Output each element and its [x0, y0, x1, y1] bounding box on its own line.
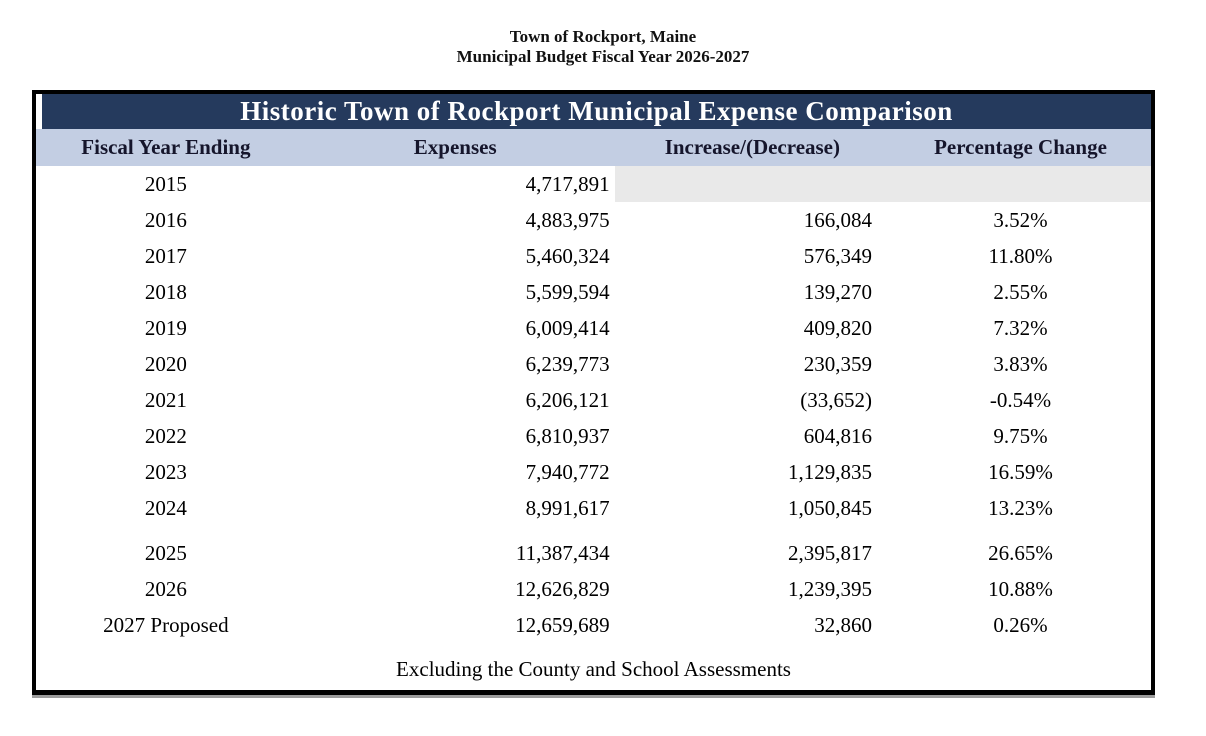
pct-change-cell: -0.54% — [989, 387, 1052, 412]
fiscal-year-cell: 2016 — [144, 207, 187, 232]
pct-change-cell: 7.32% — [993, 315, 1048, 340]
expenses-cell: 7,940,772 — [525, 459, 610, 484]
increase-cell: 1,050,845 — [788, 495, 873, 520]
pct-change-cell: 13.23% — [988, 495, 1053, 520]
table-row — [36, 571, 1151, 607]
fiscal-year-cell: 2021 — [144, 387, 187, 412]
expenses-cell: 12,626,829 — [515, 576, 610, 601]
increase-cell: 604,816 — [803, 423, 873, 448]
fiscal-year-cell: 2023 — [144, 459, 187, 484]
expenses-cell: 5,599,594 — [525, 279, 610, 304]
pct-change-cell: 3.83% — [993, 351, 1048, 376]
table-title: Historic Town of Rockport Municipal Expense Comparison — [42, 94, 1151, 129]
table-row — [36, 607, 1151, 643]
expense-comparison-table — [32, 90, 1155, 695]
table-row — [36, 310, 1151, 346]
expenses-cell: 4,717,891 — [525, 171, 610, 196]
expenses-cell: 6,009,414 — [525, 315, 610, 340]
fiscal-year-cell: 2024 — [144, 495, 187, 520]
table-row — [36, 346, 1151, 382]
column-header-increase-decrease: Increase/(Decrease) — [664, 135, 840, 159]
fiscal-year-cell: 2025 — [144, 540, 187, 565]
pct-change-cell: 9.75% — [993, 423, 1048, 448]
expenses-cell: 4,883,975 — [525, 207, 610, 232]
doc-header-budget-year: Municipal Budget Fiscal Year 2026-2027 — [456, 47, 750, 66]
increase-cell — [615, 166, 890, 202]
fiscal-year-cell: 2020 — [144, 351, 187, 376]
increase-cell: 2,395,817 — [788, 540, 873, 565]
pct-change-cell: 3.52% — [993, 207, 1048, 232]
column-header-fiscal-year-ending: Fiscal Year Ending — [81, 135, 251, 159]
increase-cell: 1,239,395 — [788, 576, 873, 601]
pct-change-cell: 0.26% — [993, 612, 1048, 637]
table-row — [36, 535, 1151, 571]
expenses-cell: 6,239,773 — [525, 351, 610, 376]
fiscal-year-cell: 2027 Proposed — [103, 612, 229, 637]
expenses-cell: 6,810,937 — [525, 423, 610, 448]
increase-cell: 139,270 — [803, 279, 873, 304]
table-row — [36, 274, 1151, 310]
document-page — [0, 27, 1206, 695]
table-row — [36, 418, 1151, 454]
fiscal-year-cell: 2018 — [144, 279, 187, 304]
table-header-row — [36, 129, 1151, 166]
fiscal-year-cell: 2022 — [144, 423, 187, 448]
pct-change-cell: 10.88% — [988, 576, 1053, 601]
table-row — [36, 166, 1151, 202]
table-row — [36, 490, 1151, 526]
increase-cell: 32,860 — [814, 612, 873, 637]
pct-change-cell: 16.59% — [988, 459, 1053, 484]
fiscal-year-cell: 2026 — [144, 576, 187, 601]
pct-change-cell — [890, 166, 1151, 202]
expenses-cell: 8,991,617 — [525, 495, 610, 520]
column-header-percentage-change: Percentage Change — [934, 135, 1107, 159]
document-header — [0, 27, 1206, 67]
fiscal-year-cell: 2015 — [144, 171, 187, 196]
table-row — [36, 202, 1151, 238]
table-row — [36, 238, 1151, 274]
fiscal-year-cell: 2017 — [144, 243, 187, 268]
increase-cell: 1,129,835 — [788, 459, 873, 484]
increase-cell: 230,359 — [803, 351, 873, 376]
expenses-cell: 12,659,689 — [515, 612, 610, 637]
expenses-cell: 6,206,121 — [525, 387, 610, 412]
pct-change-cell: 2.55% — [993, 279, 1048, 304]
pct-change-cell: 11.80% — [988, 243, 1053, 268]
pct-change-cell: 26.65% — [988, 540, 1053, 565]
expenses-cell: 5,460,324 — [525, 243, 610, 268]
increase-cell: 166,084 — [803, 207, 873, 232]
increase-cell: 576,349 — [803, 243, 873, 268]
column-header-expenses: Expenses — [413, 135, 497, 159]
expenses-cell: 11,387,434 — [515, 540, 610, 565]
table-row — [36, 454, 1151, 490]
table-row — [36, 382, 1151, 418]
increase-cell: 409,820 — [803, 315, 873, 340]
increase-cell: (33,652) — [800, 387, 873, 412]
fiscal-year-cell: 2019 — [144, 315, 187, 340]
table-footnote: Excluding the County and School Assessments — [396, 657, 791, 681]
doc-header-town: Town of Rockport, Maine — [509, 27, 697, 46]
